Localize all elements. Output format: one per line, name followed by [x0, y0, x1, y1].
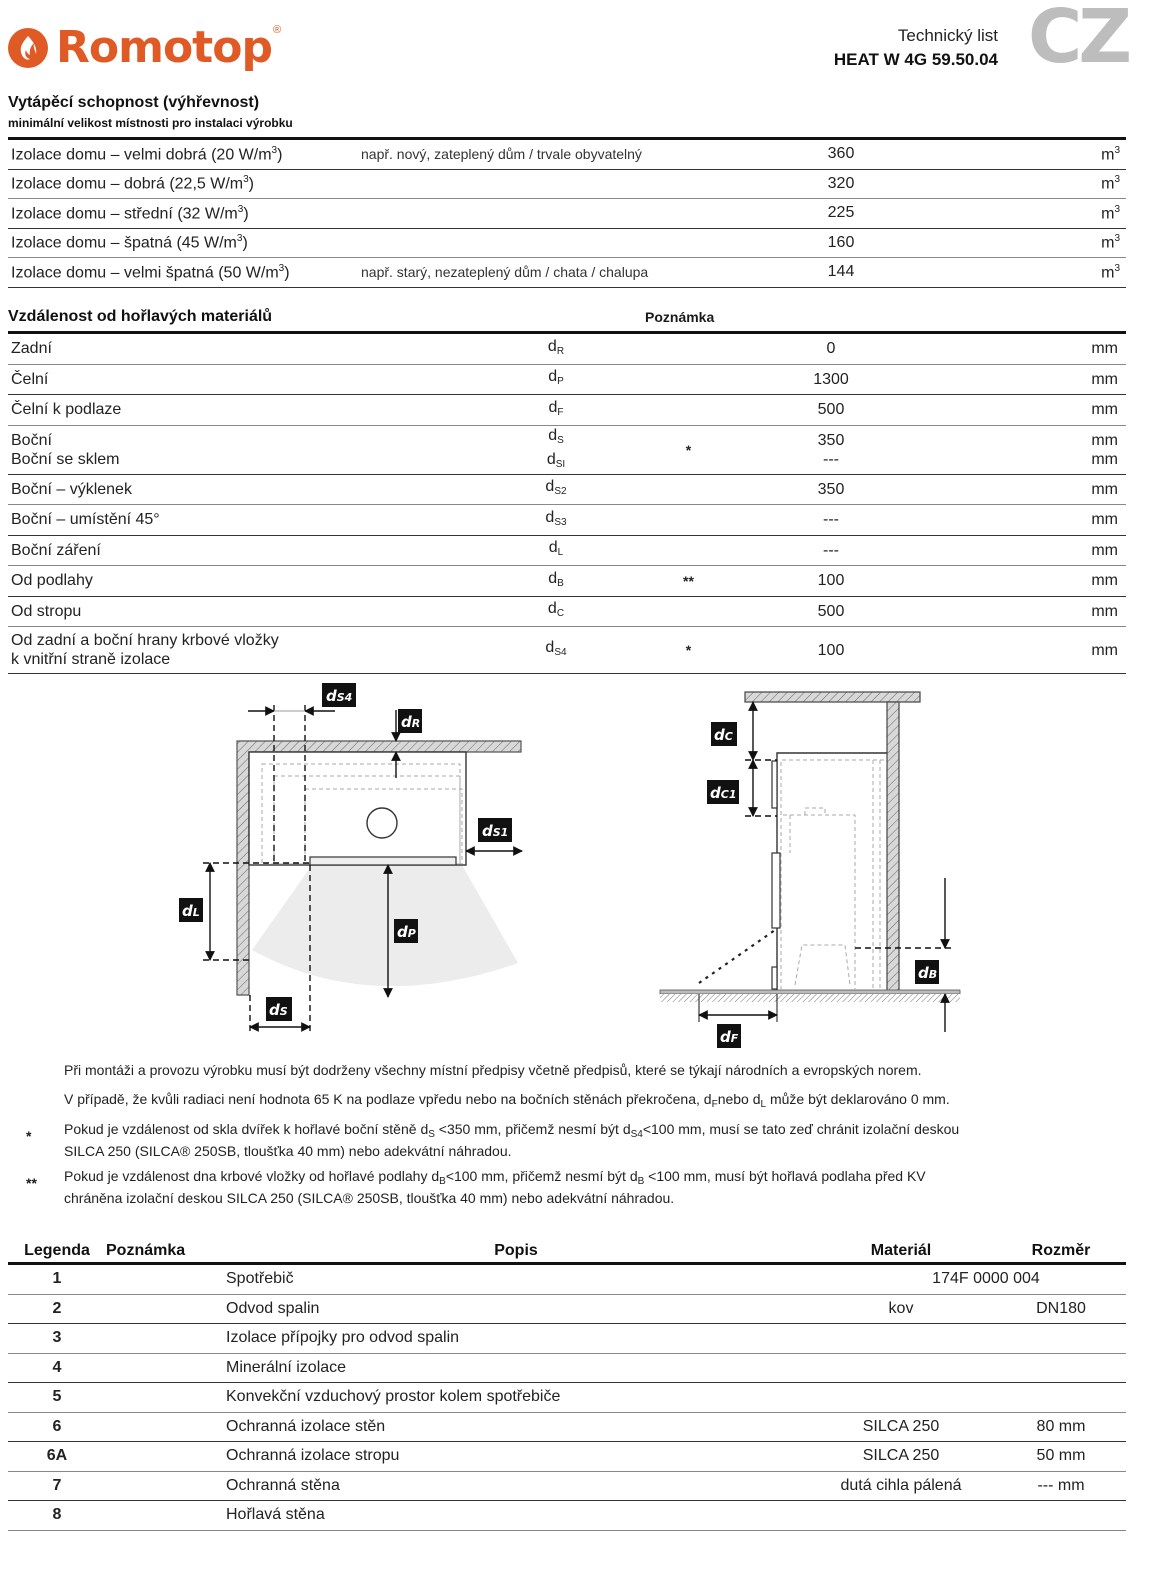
insert-outline — [249, 752, 466, 865]
distance-unit: mm — [1091, 370, 1118, 388]
distance-symbol: $d_{SI}$ — [546, 450, 566, 470]
distance-unit: mm — [1091, 480, 1118, 498]
label-df — [717, 1024, 741, 1048]
distance-label: Boční záření — [11, 541, 101, 559]
label-dc — [711, 722, 737, 746]
legend-material: kov — [806, 1294, 996, 1324]
legend-note — [106, 1264, 226, 1295]
distance-unit: mm — [1091, 641, 1118, 659]
brand-logo — [8, 22, 281, 74]
legend-size: DN180 — [996, 1294, 1126, 1324]
svg-text:dC1: dC1 — [710, 784, 737, 802]
distance-value: 0 — [826, 340, 836, 358]
svg-text:dS: dS — [269, 1001, 288, 1019]
document-type: Technický list — [897, 26, 998, 45]
distance-label: Čelní — [11, 370, 49, 388]
room-volume: 225 — [781, 199, 901, 229]
distance-unit: mm — [1091, 401, 1118, 419]
note-radiation: V případě, že kvůli radiaci není hodnota 65 K na podlaze vpředu nebo na bočních stěnách překročena, $d_Fnebo$ $d_L$ může být deklarováno 0 mm. — [64, 1091, 950, 1110]
footnote-marker — [601, 364, 776, 395]
registered-mark: ® — [272, 24, 282, 36]
legend-id: 1 — [8, 1264, 106, 1295]
house-example — [361, 228, 781, 258]
legend-description: Konvekční vzduchový prostor kolem spotřebiče — [226, 1383, 806, 1413]
insulation-level: Izolace domu – dobrá (22,5 $W/m^3$) — [8, 169, 361, 199]
distance-symbol: $d_S$ — [548, 426, 564, 446]
legend-description: Ochranná izolace stěn — [226, 1412, 806, 1442]
label-db — [915, 960, 939, 984]
distance-label: Boční se sklem — [11, 450, 120, 468]
distance-value: 100 — [817, 572, 845, 590]
distance-value: 100 — [817, 641, 845, 659]
ceiling — [745, 692, 920, 702]
distance-label: Od podlahy — [11, 572, 93, 590]
svg-text:dL: dL — [182, 902, 200, 920]
insulation-level: Izolace domu – velmi špatná (50 $W/m^3$) — [8, 258, 361, 288]
house-example — [361, 169, 781, 199]
legend-material: SILCA 250 — [806, 1442, 996, 1472]
legend-note — [106, 1383, 226, 1413]
volume-unit: $m^3$ — [901, 139, 1126, 170]
distance-symbol: $d_{S2}$ — [545, 478, 567, 498]
distance-symbol: $d_B$ — [548, 569, 564, 589]
room-volume: 320 — [781, 169, 901, 199]
legend-note — [106, 1294, 226, 1324]
volume-unit: $m^3$ — [901, 228, 1126, 258]
heating-row — [8, 139, 1126, 170]
svg-text:dR: dR — [401, 713, 421, 731]
legend-row — [8, 1353, 1126, 1383]
distance-value: --- — [823, 511, 839, 529]
distance-row — [8, 333, 1126, 365]
legend-size: 80 mm — [996, 1412, 1126, 1442]
brand-name: Romotop — [56, 22, 272, 73]
legend-header-id: Legenda — [24, 1242, 90, 1259]
distance-unit: mm — [1091, 340, 1118, 358]
footnote-marker: ** — [601, 566, 776, 597]
label-ds1 — [478, 818, 512, 842]
plan-view-diagram — [170, 675, 550, 1045]
distance-value: 350 — [817, 431, 845, 449]
legend-note — [106, 1501, 226, 1531]
distance-label: Boční — [11, 431, 52, 449]
floor — [660, 994, 960, 1002]
legend-size — [996, 1501, 1126, 1531]
distance-unit: mm — [1091, 511, 1118, 529]
legend-header-material: Materiál — [870, 1242, 932, 1259]
footnote-marker: * — [601, 627, 776, 674]
legend-material: dutá cihla pálená — [806, 1471, 996, 1501]
legend-row — [8, 1501, 1126, 1531]
distance-row — [8, 627, 1126, 674]
legend-id: 6 — [8, 1412, 106, 1442]
legend-row — [8, 1294, 1126, 1324]
distance-row — [8, 474, 1126, 505]
distance-value: 500 — [817, 602, 845, 620]
legend-description: Spotřebič — [226, 1264, 806, 1295]
legend-material — [806, 1353, 996, 1383]
legend-material — [806, 1324, 996, 1354]
distance-value: --- — [823, 450, 839, 468]
note-general-regulations: Při montáži a provozu výrobku musí být dodrženy všechny místní předpisy včetně předpisů, které se týkají národních a evropských norem. — [64, 1062, 922, 1078]
legend-note — [106, 1412, 226, 1442]
svg-text:dF: dF — [720, 1028, 739, 1046]
volume-unit: $m^3$ — [901, 199, 1126, 229]
distance-label: Čelní k podlaze — [11, 401, 122, 419]
heating-row — [8, 169, 1126, 199]
legend-id: 4 — [8, 1353, 106, 1383]
legend-header-note: Poznámka — [106, 1242, 186, 1259]
legend-note — [106, 1324, 226, 1354]
legend-row — [8, 1264, 1126, 1295]
footnote-marker-double: ** — [26, 1175, 37, 1191]
distance-value: 350 — [817, 480, 845, 498]
distance-row — [8, 566, 1126, 597]
insulation-level: Izolace domu – střední (32 $W/m^3$) — [8, 199, 361, 229]
distance-symbol: $d_{S3}$ — [545, 508, 567, 528]
distance-label: Od zadní a boční hrany krbové vložky — [11, 632, 279, 649]
distance-value: --- — [823, 541, 839, 559]
volume-unit: $m^3$ — [901, 258, 1126, 288]
label-dl — [179, 898, 203, 922]
distance-unit: mm — [1091, 602, 1118, 620]
distance-value: 500 — [817, 401, 845, 419]
legend-id: 5 — [8, 1383, 106, 1413]
legend-material: SILCA 250 — [806, 1412, 996, 1442]
legend-material: 174F 0000 004 — [806, 1264, 1126, 1295]
distance-row — [8, 425, 1126, 474]
legend-row — [8, 1471, 1126, 1501]
legend-size — [996, 1383, 1126, 1413]
flue-outlet — [367, 808, 397, 838]
legend-id: 8 — [8, 1501, 106, 1531]
label-dp — [394, 919, 418, 943]
svg-text:dS1: dS1 — [482, 822, 509, 840]
legend-id: 2 — [8, 1294, 106, 1324]
note-column-header: Poznámka — [645, 309, 715, 325]
distance-row — [8, 364, 1126, 395]
legend-description: Ochranná stěna — [226, 1471, 806, 1501]
footnote-marker — [601, 535, 776, 566]
legend-row — [8, 1412, 1126, 1442]
legend-description: Izolace přípojky pro odvod spalin — [226, 1324, 806, 1354]
legend-size: 50 mm — [996, 1442, 1126, 1472]
legend-row — [8, 1324, 1126, 1354]
legend-description: Odvod spalin — [226, 1294, 806, 1324]
distance-value: 1300 — [813, 370, 849, 388]
legend-size — [996, 1324, 1126, 1354]
volume-unit: $m^3$ — [901, 169, 1126, 199]
distance-symbol: $d_{S4}$ — [545, 639, 567, 658]
room-volume: 360 — [781, 139, 901, 170]
footnote-floor: Pokud je vzdálenost dna krbové vložky od hořlavé podlahy $d_B<100$ mm, přičemž nesmí být $d_B <100$ mm, musí být hořlavá podlaha před KV chráněna izolační deskou SILCA 250 (SILCA® 250SB, tloušťka 40 mm) nebo adekvátní náhradou. — [64, 1168, 926, 1206]
heating-title: Vytápěcí schopnost (výhřevnost) — [8, 94, 260, 111]
footnote-marker: * — [601, 425, 776, 474]
svg-text:dS4: dS4 — [326, 687, 353, 705]
svg-text:dB: dB — [918, 964, 938, 982]
product-model: HEAT W 4G 59.50.04 — [833, 50, 998, 69]
legend-row — [8, 1383, 1126, 1413]
heating-row — [8, 258, 1126, 288]
insert-outline — [777, 753, 887, 990]
legend-id: 6A — [8, 1442, 106, 1472]
insulation-level: Izolace domu – velmi dobrá (20 $W/m^3$) — [8, 139, 361, 170]
heating-row — [8, 199, 1126, 229]
house-example: např. starý, nezateplený dům / chata / chalupa — [361, 258, 781, 288]
distance-label: Boční – umístění 45° — [11, 511, 160, 529]
legend-header-desc: Popis — [494, 1242, 538, 1259]
distance-row — [8, 596, 1126, 627]
footnote-marker — [601, 474, 776, 505]
legend-description: Ochranná izolace stropu — [226, 1442, 806, 1472]
distance-unit: mm — [1091, 450, 1118, 468]
back-wall — [887, 702, 899, 994]
distance-unit: mm — [1091, 572, 1118, 590]
legend-description: Hořlavá stěna — [226, 1501, 806, 1531]
legend-material — [806, 1383, 996, 1413]
language-code: CZ — [1028, 0, 1128, 80]
distance-label: Boční – výklenek — [11, 480, 132, 498]
distance-row — [8, 505, 1126, 536]
distance-label: k vnitřní straně izolace — [11, 651, 171, 668]
label-ds — [266, 997, 292, 1021]
legend-id: 7 — [8, 1471, 106, 1501]
flame-icon — [8, 28, 48, 68]
insulation-level: Izolace domu – špatná (45 $W/m^3$) — [8, 228, 361, 258]
legend-size — [996, 1353, 1126, 1383]
heating-subtitle: minimální velikost místnosti pro instalaci výrobku — [8, 116, 293, 130]
distance-unit: mm — [1091, 431, 1118, 449]
distance-row — [8, 535, 1126, 566]
svg-text:dC: dC — [714, 726, 733, 744]
label-dc1 — [707, 780, 739, 804]
heating-row — [8, 228, 1126, 258]
distance-symbol: $d_P$ — [548, 368, 564, 388]
distance-label: Od stropu — [11, 602, 82, 620]
footnote-marker-single: * — [26, 1128, 32, 1144]
legend-size: --- mm — [996, 1471, 1126, 1501]
radiation-zone — [252, 865, 518, 986]
section-view-diagram — [655, 680, 975, 1050]
house-example — [361, 199, 781, 229]
distance-table — [8, 331, 1126, 674]
legend-row — [8, 1442, 1126, 1472]
distance-symbol: $d_L$ — [548, 539, 564, 559]
heating-table — [8, 137, 1126, 288]
legend-note — [106, 1471, 226, 1501]
legend-note — [106, 1442, 226, 1472]
door-glass — [310, 857, 456, 865]
footnote-marker — [601, 395, 776, 426]
footnote-marker — [601, 333, 776, 365]
legend-note — [106, 1353, 226, 1383]
distance-symbol: $d_C$ — [547, 600, 565, 620]
label-ds4 — [322, 683, 356, 707]
label-dr — [398, 709, 422, 733]
footnote-marker — [601, 505, 776, 536]
distance-title: Vzdálenost od hořlavých materiálů — [8, 308, 273, 325]
legend-header-size: Rozměr — [1031, 1242, 1091, 1259]
distance-label: Zadní — [11, 340, 52, 358]
footnote-marker — [601, 596, 776, 627]
legend-description: Minerální izolace — [226, 1353, 806, 1383]
house-example: např. nový, zateplený dům / trvale obyvatelný — [361, 139, 781, 170]
footnote-side-wall: Pokud je vzdálenost od skla dvířek k hořlavé boční stěně $d_S <350$ mm, přičemž nesmí být $d_{S4}<100$ mm, musí se tato zeď chránit izolační deskou SILCA 250 (SILCA® 250SB, tloušťka 40 mm) nebo adekvátní náhradou. — [64, 1121, 960, 1159]
legend-material — [806, 1501, 996, 1531]
svg-text:dP: dP — [397, 923, 416, 941]
room-volume: 160 — [781, 228, 901, 258]
distance-symbol: $d_R$ — [547, 337, 565, 357]
distance-symbol: $d_F$ — [548, 398, 564, 418]
legend-table — [8, 1230, 1126, 1531]
distance-unit: mm — [1091, 541, 1118, 559]
room-volume: 144 — [781, 258, 901, 288]
distance-row — [8, 395, 1126, 426]
legend-id: 3 — [8, 1324, 106, 1354]
